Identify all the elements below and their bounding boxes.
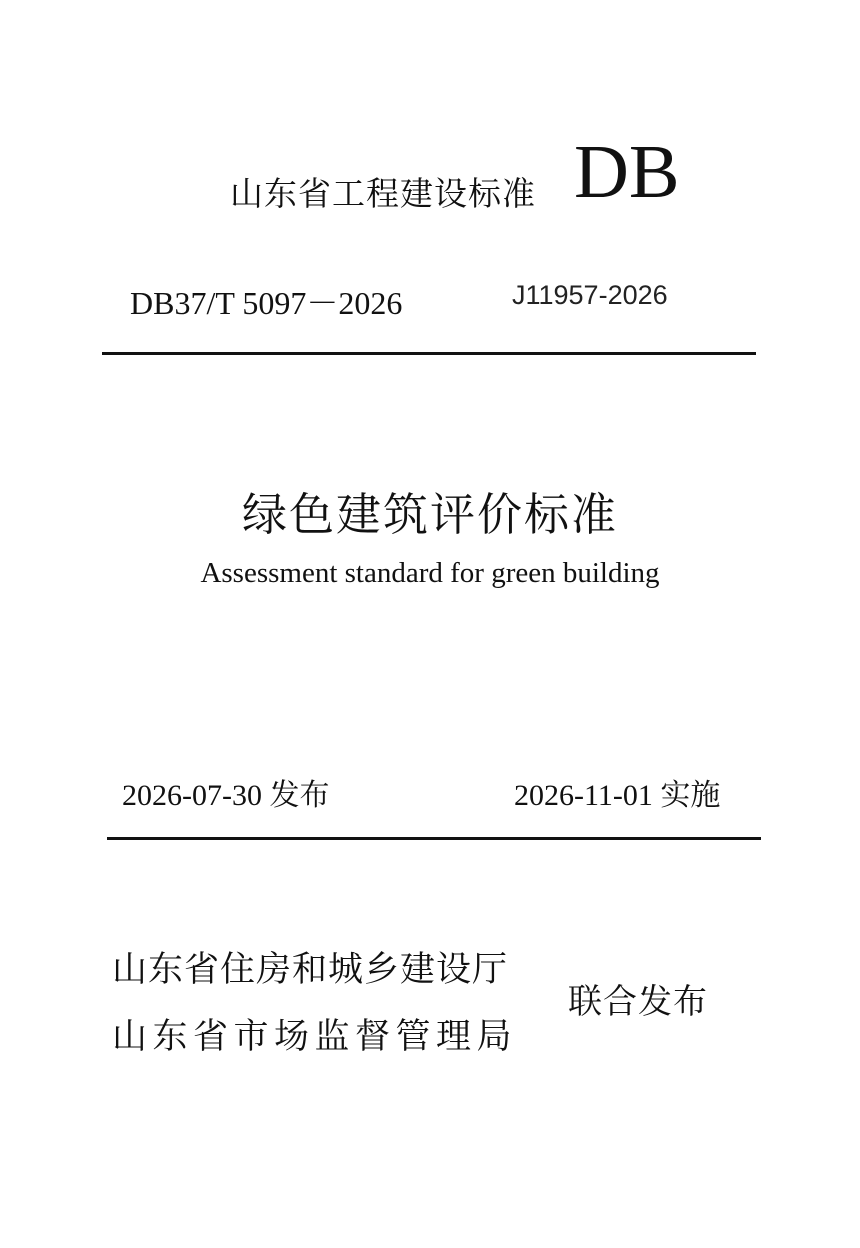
issuer-market-regulation-bureau: 山东省市场监督管理局 <box>112 1017 518 1057</box>
record-number: J11957-2026 <box>512 280 668 310</box>
issue-date: 2026-07-30 发布 <box>122 779 330 812</box>
top-divider <box>102 352 756 355</box>
db-mark: DB <box>574 130 680 214</box>
standard-number: DB37/T 5097－2026 <box>130 285 403 321</box>
issuer-housing-department: 山东省住房和城乡建设厅 <box>112 950 509 990</box>
document-title-english: Assessment standard for green building <box>200 557 660 589</box>
implementation-date: 2026-11-01 实施 <box>514 779 721 812</box>
standard-category: 山东省工程建设标准 <box>230 174 536 213</box>
joint-publication-label: 联合发布 <box>568 982 708 1022</box>
bottom-divider <box>107 837 761 840</box>
document-title-chinese: 绿色建筑评价标准 <box>241 488 618 541</box>
